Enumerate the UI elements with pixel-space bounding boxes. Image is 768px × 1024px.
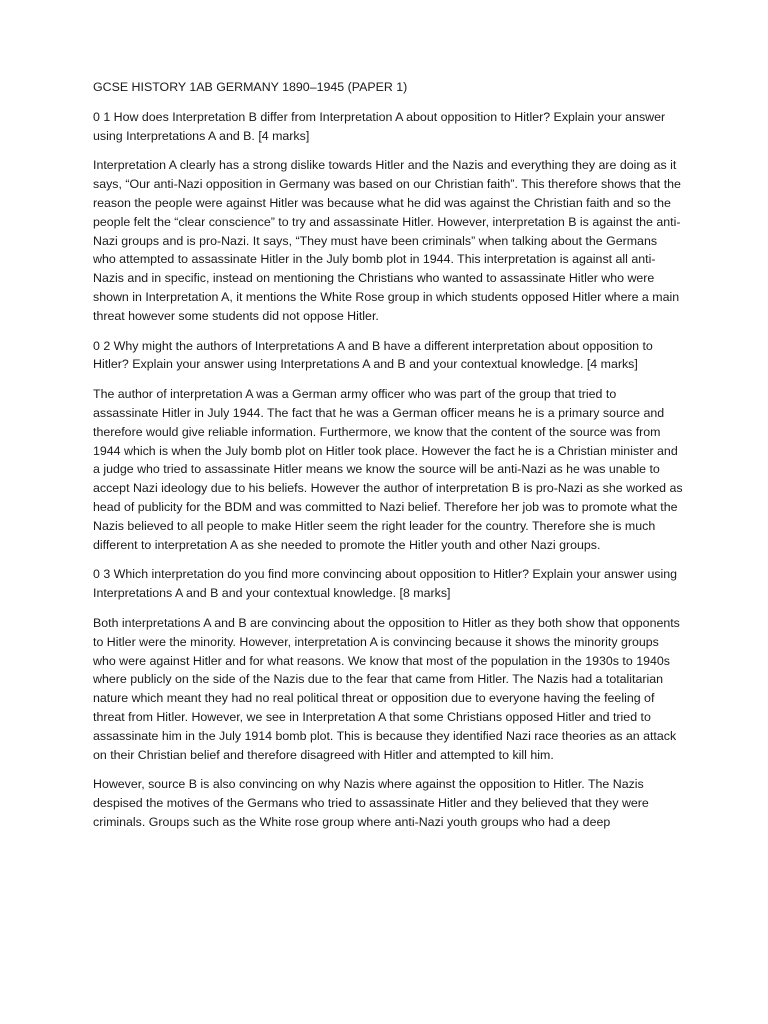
question-03: 0 3 Which interpretation do you find more convincing about opposition to Hitler? Explain your answer using Interpretations A and B and your contextual knowledge. [8 marks] — [93, 567, 678, 601]
answer-01: Interpretation A clearly has a strong dislike towards Hitler and the Nazis and everything they are doing as it says, “Our anti-Nazi opposition in Germany was based on our Christian faith”. This therefore shows that the reason the people were against Hitler was because what he did was against the Christian faith and so the people felt the “clear conscience” to try and assassinate Hitler. However, interpretation B is against the anti-Nazi groups and is pro-Nazi. It says, “They must have been criminals” when talking about the Germans who attempted to assassinate Hitler in the July bomb plot in 1944. This interpretation is against all anti-Nazis and in specific, instead on mentioning the Christians who wanted to assassinate Hitler who were shown in Interpretation A, it mentions the White Rose group in which students opposed Hitler where a main threat however some students did not oppose Hitler. — [93, 158, 681, 323]
answer-02: The author of interpretation A was a German army officer who was part of the group that tried to assassinate Hitler in July 1944. The fact that he was a German officer means he is a primary source and therefore would give reliable information. Furthermore, we know that the content of the source was from 1944 which is when the July bomb plot on Hitler took place. However the fact he is a Christian minister and a judge who tried to assassinate Hitler means we know the source will be anti-Nazi as he was unable to accept Nazi ideology due to his beliefs. However the author of interpretation B is pro-Nazi as she worked as head of publicity for the BDM and was committed to Nazi belief. Therefore her job was to promote what the Nazis believed to all people to make Hitler seem the right leader for the country. Therefore she is much different to interpretation A as she needed to promote the Hitler youth and other Nazi groups. — [93, 387, 683, 552]
question-01: 0 1 How does Interpretation B differ from Interpretation A about opposition to Hitler? Explain your answer using Interpretations A and B. [4 marks] — [93, 109, 666, 143]
answer-03-part-1: Both interpretations A and B are convincing about the opposition to Hitler as they both show that opponents to Hitler were the minority. However, interpretation A is convincing because it shows the minority groups who were against Hitler and for what reasons. We know that most of the population in the 1930s to 1940s where publicly on the side of the Nazis due to the fear that came from Hitler. The Nazis had a totalitarian nature which meant they had no real political threat or opposition due to everyone having the feeling of threat from Hitler. However, we see in Interpretation A that some Christians opposed Hitler and tried to assassinate him in the July 1914 bomb plot. This is because they identified Nazi race theories as an attack on their Christian belief and therefore disagreed with Hitler and attempted to kill him. — [93, 615, 680, 762]
question-02: 0 2 Why might the authors of Interpretations A and B have a different interpretation about opposition to Hitler? Explain your answer using Interpretations A and B and your contextual knowledge. [4 marks] — [93, 338, 653, 372]
answer-03-part-2: However, source B is also convincing on why Nazis where against the opposition to Hitler. The Nazis despised the motives of the Germans who tried to assassinate Hitler and they believed that they were criminals. Groups such as the White rose group where anti-Nazi youth groups who had a deep — [93, 777, 649, 829]
document-title: GCSE HISTORY 1AB GERMANY 1890–1945 (PAPER 1) — [93, 80, 408, 94]
document-page — [93, 78, 683, 843]
